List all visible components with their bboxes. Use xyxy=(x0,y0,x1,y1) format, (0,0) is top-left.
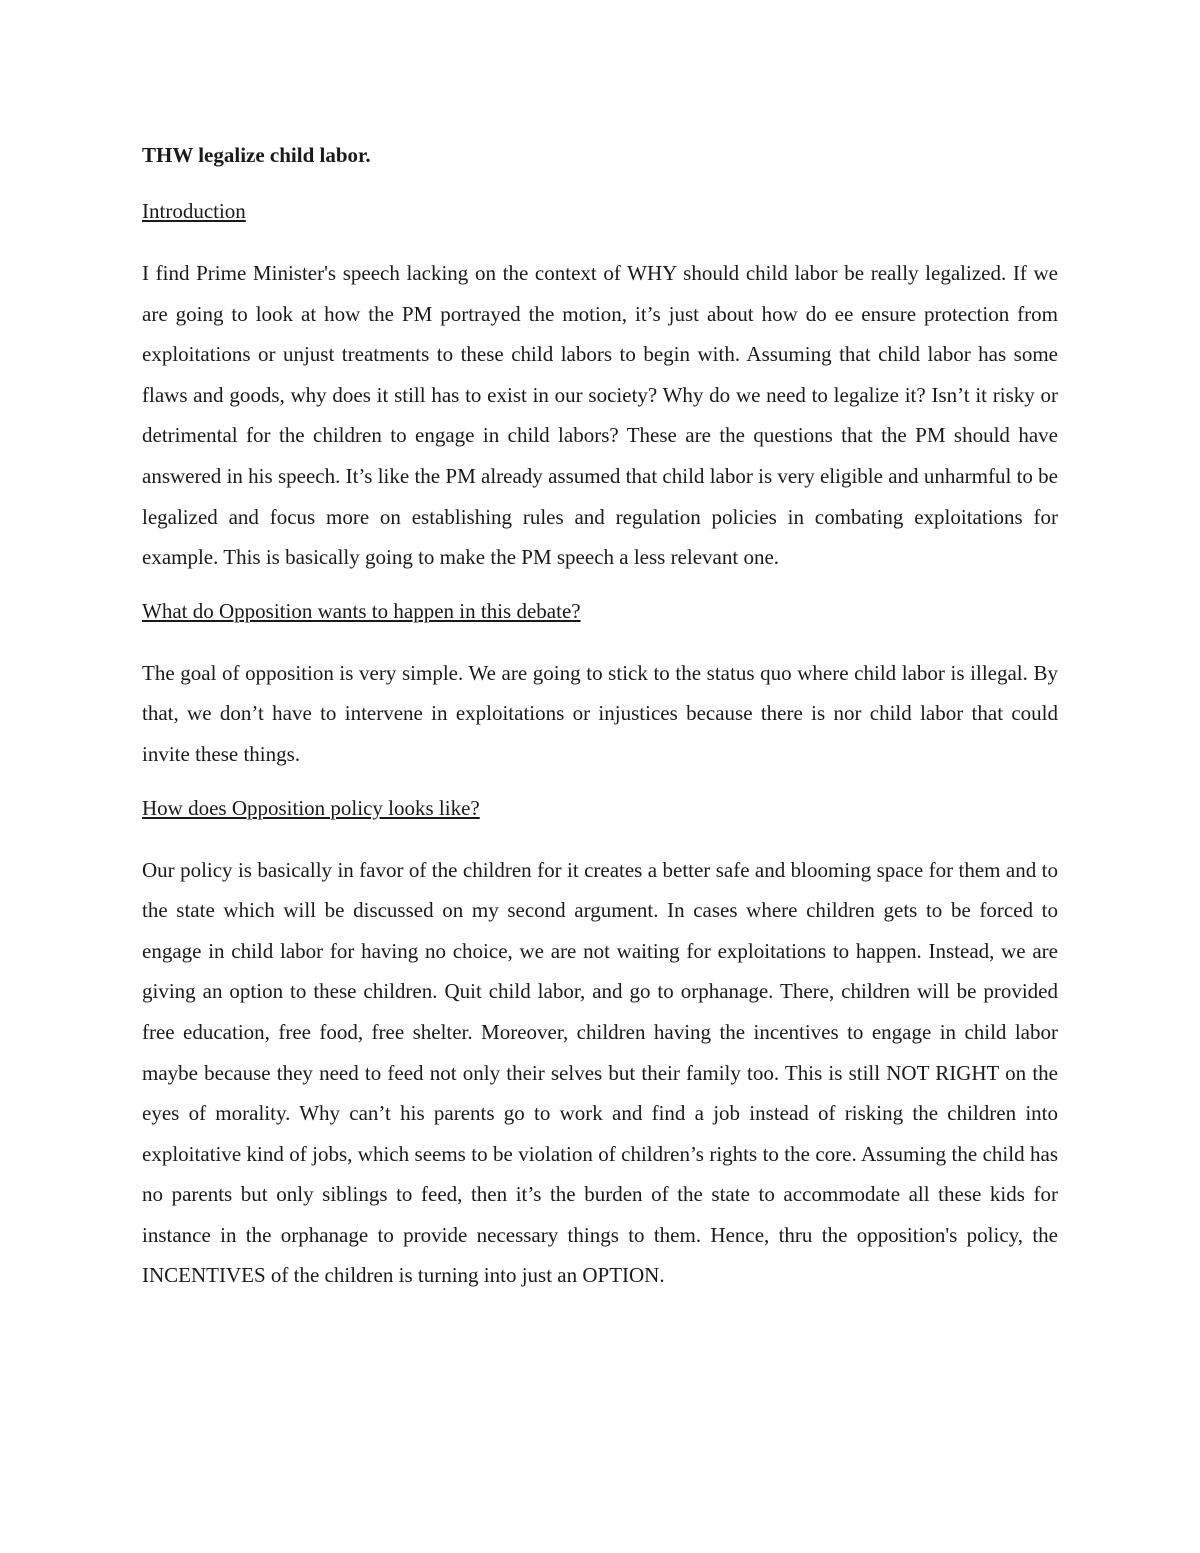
spacer xyxy=(142,578,1058,596)
document-title: THW legalize child labor. xyxy=(142,143,371,167)
section-body-opposition-goal: The goal of opposition is very simple. We are going to stick to the status quo where child labor is illegal. By that, we don’t have to intervene in exploitations or injustices because there is nor child labor that could invite these things. xyxy=(142,660,1058,766)
section-body-opposition-policy: Our policy is basically in favor of the children for it creates a better safe and blooming space for them and to the state which will be discussed on my second argument. In cases where children gets to be forced to engage in child labor for having no choice, we are not waiting for exploitations to happen. Instead, we are giving an option to these children. Quit child labor, and go to orphanage. There, children will be provided free education, free food, free shelter. Moreover, children having the incentives to engage in child labor maybe because they need to feed not only their selves but their family too. This is still NOT RIGHT on the eyes of morality. Why can’t his parents go to work and find a job instead of risking the children into exploitative kind of jobs, which seems to be violation of children’s rights to the core. Assuming the child has no parents but only siblings to feed, then it’s the burden of the state to accommodate all these kids for instance in the orphanage to provide necessary things to them. Hence, thru the opposition's policy, the INCENTIVES of the children is turning into just an OPTION. xyxy=(142,857,1058,1288)
spacer xyxy=(142,626,1058,653)
spacer xyxy=(142,775,1058,793)
spacer xyxy=(142,170,1058,196)
section-heading-opposition-goal: What do Opposition wants to happen in this debate? xyxy=(142,598,581,623)
section-body-introduction: I find Prime Minister's speech lacking on the context of WHY should child labor be really legalized. If we are going to look at how the PM portrayed the motion, it’s just about how do ee ensure protection from exploitations or unjust treatments to these child labors to begin with. Assuming that child labor has some flaws and goods, why does it still has to exist in our society? Why do we need to legalize it? Isn’t it risky or detrimental for the children to engage in child labors? These are the questions that the PM should have answered in his speech. It’s like the PM already assumed that child labor is very eligible and unharmful to be legalized and focus more on establishing rules and regulation policies in combating exploitations for example. This is basically going to make the PM speech a less relevant one. xyxy=(142,261,1058,570)
spacer xyxy=(142,823,1058,850)
section-heading-opposition-policy: How does Opposition policy looks like? xyxy=(142,795,480,820)
section-heading-introduction: Introduction xyxy=(142,199,246,223)
spacer xyxy=(142,226,1058,253)
document-content xyxy=(142,140,1058,1296)
